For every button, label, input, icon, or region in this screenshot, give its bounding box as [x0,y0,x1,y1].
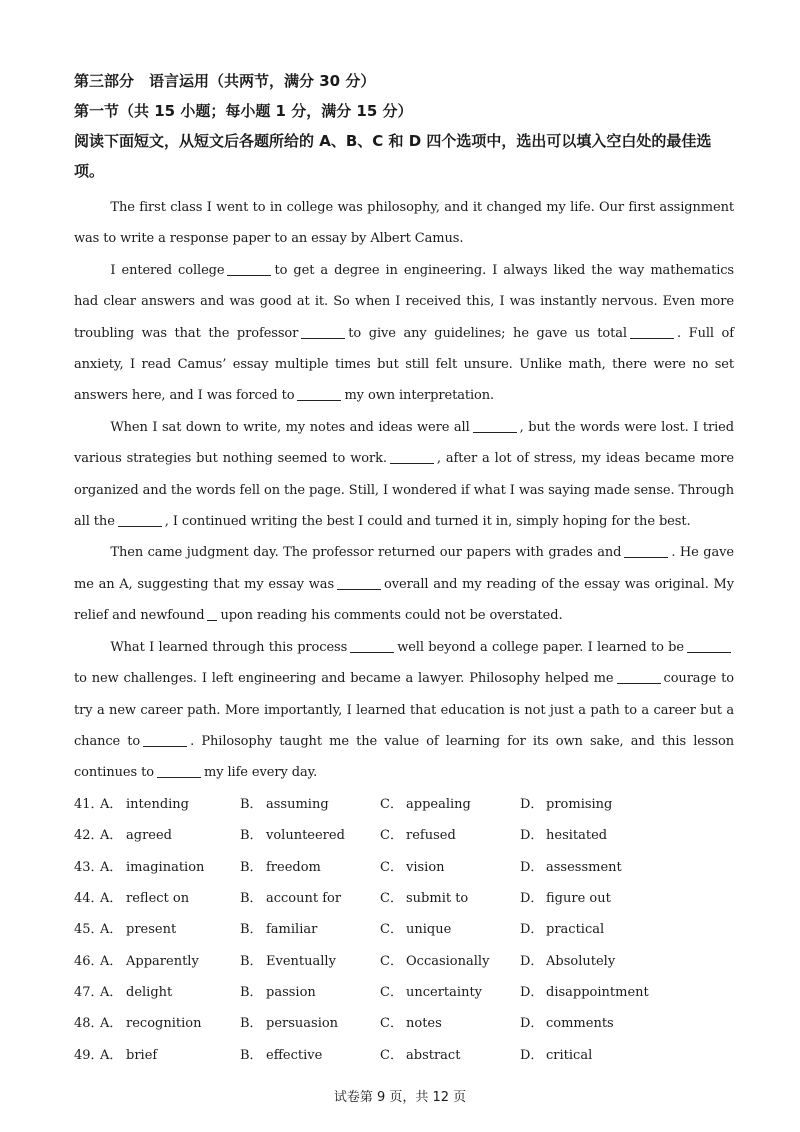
option-c[interactable]: C． abstract [380,1047,461,1063]
blank-44 [297,387,341,401]
blank-43 [630,325,674,339]
option-d[interactable]: D． disappointment [520,985,649,1001]
option-b[interactable]: B． familiar [240,922,318,938]
blank-42 [301,325,345,339]
blank-51 [350,639,394,653]
question-43: 43． A． imagination B． freedom C． vision D． assessment [74,852,734,883]
option-b[interactable]: B． Eventually [240,953,336,969]
paragraph-5: What I learned through this process well beyond a college paper. I learned to beto new challenges. I left engineering and became a lawyer. Philosophy helped me courage to try a new career path. More importantly, I learned that education is not just a path to a career but a chance to . Philosophy taught me the value of learning for its own sake, and this lesson continues to my life every day. [74,639,734,781]
option-c[interactable]: C． submit to [380,890,469,906]
option-b[interactable]: B． freedom [240,859,321,875]
answer-options [74,789,734,1072]
blank-48 [624,544,668,558]
option-d[interactable]: D． figure out [520,890,611,906]
question-44: 44． A． reflect on B． account for C． submit to D． figure out [74,883,734,914]
option-b[interactable]: B． persuasion [240,1016,339,1032]
option-b[interactable]: B． account for [240,890,342,906]
question-49: 49． A． brief B． effective C． abstract D． critical [74,1040,734,1071]
option-d[interactable]: D． critical [520,1047,593,1063]
paragraph-1: The first class I went to in college was philosophy, and it changed my life. Our first assignment was to write a response paper to an essay by Albert Camus. [74,200,734,247]
exam-page [74,66,734,1071]
option-a[interactable]: A． delight [100,985,173,1001]
section-heading: 第一节（共 15 小题；每小题 1 分，满分 15 分） [74,102,413,120]
option-c[interactable]: C． Occasionally [380,953,490,969]
option-a[interactable]: A． Apparently [100,953,199,969]
blank-45 [473,419,517,433]
instruction-text: 阅读下面短文，从短文后各题所给的 A、B、C 和 D 四个选项中，选出可以填入空白处的最佳选项。 [74,132,712,180]
option-a[interactable]: A． reflect on [100,890,190,906]
blank-53 [617,670,661,684]
option-a[interactable]: A． present [100,922,177,938]
option-b[interactable]: B． passion [240,985,316,1001]
option-a[interactable]: A． agreed [100,828,172,844]
paragraph-2: I entered college to get a degree in engineering. I always liked the way mathematics had clear answers and was good at it. So when I received this, I was instantly nervous. Even more troubling was that the professor to give any guidelines; he gave us total . Full of anxiety, I read Camus’ essay multiple times but still felt unsure. Unlike math, there were no set answers here, and I was forced to my own interpretation. [74,262,735,404]
page-footer: 试卷第 9 页，共 12 页 [333,1090,467,1105]
option-d[interactable]: D． promising [520,796,613,812]
question-45: 45． A． present B． familiar C． unique D． practical [74,914,734,945]
option-d[interactable]: D． practical [520,922,605,938]
blank-52 [687,639,731,653]
option-a[interactable]: A． intending [100,796,189,812]
option-b[interactable]: B． volunteered [240,828,345,844]
option-d[interactable]: D． Absolutely [520,953,616,969]
paragraph-3: When I sat down to write, my notes and ideas were all , but the words were lost. I tried various strategies but nothing seemed to work. , after a lot of stress, my ideas became more organized and the words fell on the page. Still, I wondered if what I was saying made sense. Through all the , I continued writing the best I could and turned it in, simply hoping for the best. [74,419,734,530]
blank-49 [337,576,381,590]
part-heading: 第三部分 语言运用（共两节，满分 30 分） [74,72,376,90]
option-d[interactable]: D． hesitated [520,828,608,844]
blank-47 [118,513,162,527]
blank-54 [143,733,187,747]
question-41: 41． A． intending B． assuming C． appealing D． promising [74,789,734,820]
option-a[interactable]: A． recognition [100,1016,202,1032]
option-c[interactable]: C． vision [380,859,445,875]
option-c[interactable]: C． unique [380,922,452,938]
cloze-passage [74,192,734,789]
question-48: 48． A． recognition B． persuasion C． notes D． comments [74,1008,734,1039]
paragraph-4: Then came judgment day. The professor returned our papers with grades and . He gave me an A, suggesting that my essay was overall and my reading of the essay was original. My relief and newfound upon reading his comments could not be overstated. [74,545,734,624]
option-c[interactable]: C． refused [380,828,456,844]
option-c[interactable]: C． notes [380,1016,442,1032]
question-42: 42． A． agreed B． volunteered C． refused D． hesitated [74,820,734,851]
option-c[interactable]: C． uncertainty [380,985,483,1001]
blank-46 [390,450,434,464]
option-b[interactable]: B． assuming [240,796,329,812]
blank-50 [207,607,217,621]
option-d[interactable]: D． assessment [520,859,622,875]
question-46: 46． A． Apparently B． Eventually C． Occasionally D． Absolutely [74,946,734,977]
question-47: 47． A． delight B． passion C． uncertainty D． disappointment [74,977,734,1008]
blank-55 [157,764,201,778]
blank-41 [227,262,271,276]
option-d[interactable]: D． comments [520,1016,614,1032]
option-c[interactable]: C． appealing [380,796,471,812]
option-a[interactable]: A． imagination [100,859,205,875]
option-b[interactable]: B． effective [240,1047,323,1063]
option-a[interactable]: A． brief [100,1047,158,1063]
